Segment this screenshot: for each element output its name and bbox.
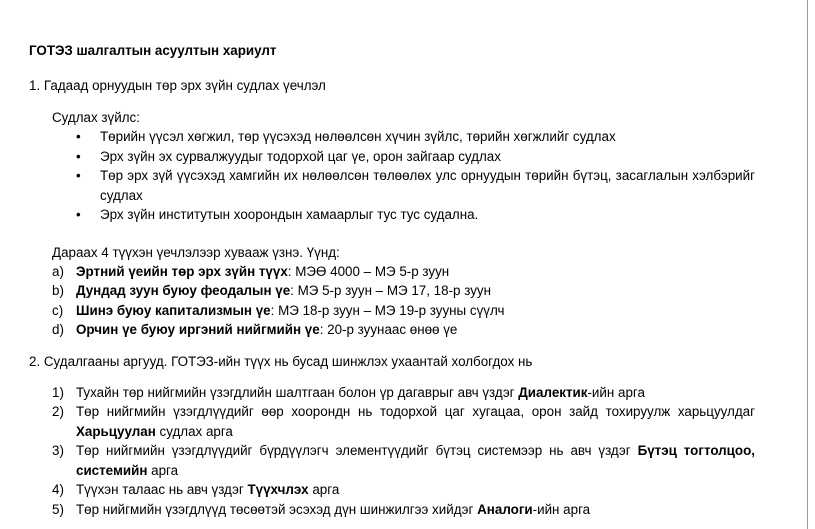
list-item: 1) Тухайн төр нийгмийн үзэгдлийн шалтгаан болон үр дагаврыг авч үздэг Диалектик-ийн арга (52, 383, 755, 403)
list-marker: b) (52, 283, 64, 298)
list-item: 2) Төр нийгмийн үзэгдлүүдийг өөр хоорондн нь тодорхой цаг хугацаа, орон зайд тохируулж харьцуулдаг Харьцуулан судлах арга (52, 404, 755, 439)
bullet-icon: • (76, 148, 81, 164)
list-item (52, 281, 755, 301)
period-range: : 20-р зуунаас өнөө үе (319, 322, 458, 337)
list-marker: 4) (52, 482, 64, 497)
subjects-label: Судлах зүйлс: (52, 110, 140, 125)
method-name: Аналоги (477, 501, 533, 517)
method-name: Харьцуулан (76, 423, 156, 439)
list-item (52, 320, 755, 340)
period-name: Дундад зуун буюу феодалын үе (76, 283, 291, 298)
list-marker: a) (52, 263, 64, 279)
question-1-heading: 1. Гадаад орнуудын төр эрх зүйн судлах үечлэл (29, 78, 326, 93)
list-item (52, 262, 755, 282)
bullet-icon: • (76, 168, 81, 183)
period-range: : МЭӨ 4000 – МЭ 5-р зуун (287, 263, 450, 279)
periods-intro: Дараах 4 түүхэн үечлэлээр хувааж үзнэ. Үүнд: (52, 244, 340, 260)
periods-list (52, 262, 755, 340)
vertical-scrollbar[interactable] (807, 0, 815, 529)
document-title: ГОТЭЗ шалгалтын асуултын хариулт (29, 43, 277, 58)
list-marker: 2) (52, 404, 64, 419)
document-content (29, 42, 755, 519)
list-item: • Эрх зүйн эх сурвалжуудыг тодорхой цаг үе, орон зайгаар судлах (76, 147, 755, 167)
list-item: 3) Төр нийгмийн үзэгдлүүдийг бүрдүүлэгч элементүүдийг бүтэц системээр нь авч үздэг Бүтэц тогтолцоо, системийн арга (52, 443, 755, 478)
methods-list (52, 383, 755, 520)
list-item (52, 301, 755, 321)
list-item: • Эрх зүйн институтын хоорондын хамаарлыг тус тус судална. (76, 205, 755, 225)
list-item: • Төрийн үүсэл хөгжил, төр үүсэхэд нөлөөлсөн хүчин зүйлс, төрийн хөгжлийг судлах (76, 127, 755, 147)
list-marker: 1) (52, 384, 64, 400)
period-name: Шинэ буюу капитализмын үе (76, 302, 271, 318)
list-marker: 3) (52, 443, 64, 458)
period-name: Орчин үе буюу иргэний нийгмийн үе (76, 322, 320, 337)
list-item: 5) Төр нийгмийн үзэгдлүүд төсөөтэй эсэхэд дүн шинжилгээ хийдэг Аналоги-ийн арга (52, 500, 755, 520)
list-marker: c) (52, 302, 64, 318)
method-name: Бүтэц тогтолцоо, системийн (76, 443, 755, 478)
method-name: Түүхчлэх (247, 482, 309, 497)
period-range: : МЭ 18-р зуун – МЭ 19-р зууны сүүлч (270, 302, 505, 318)
question-2-heading: 2. Судалгааны аргууд. ГОТЭЗ-ийн түүх нь бусад шинжлэх ухаантай холбогдох нь (29, 353, 533, 369)
list-marker: d) (52, 322, 64, 337)
period-name: Эртний үеийн төр эрх зүйн түүх (76, 263, 288, 279)
bullet-icon: • (76, 207, 81, 222)
bullet-icon: • (76, 129, 81, 144)
method-name: Диалектик (518, 384, 588, 400)
list-item: • Төр эрх зүй үүсэхэд хамгийн их нөлөөлсөн төлөөлөх улс орнуудын төрийн бүтэц, засаглалын хэлбэрийг судлах (76, 168, 755, 203)
subjects-list (76, 127, 755, 225)
list-item: 4) Түүхэн талаас нь авч үздэг Түүхчлэх арга (52, 480, 755, 500)
period-range: : МЭ 5-р зуун – МЭ 17, 18-р зуун (290, 283, 491, 298)
list-marker: 5) (52, 501, 64, 517)
